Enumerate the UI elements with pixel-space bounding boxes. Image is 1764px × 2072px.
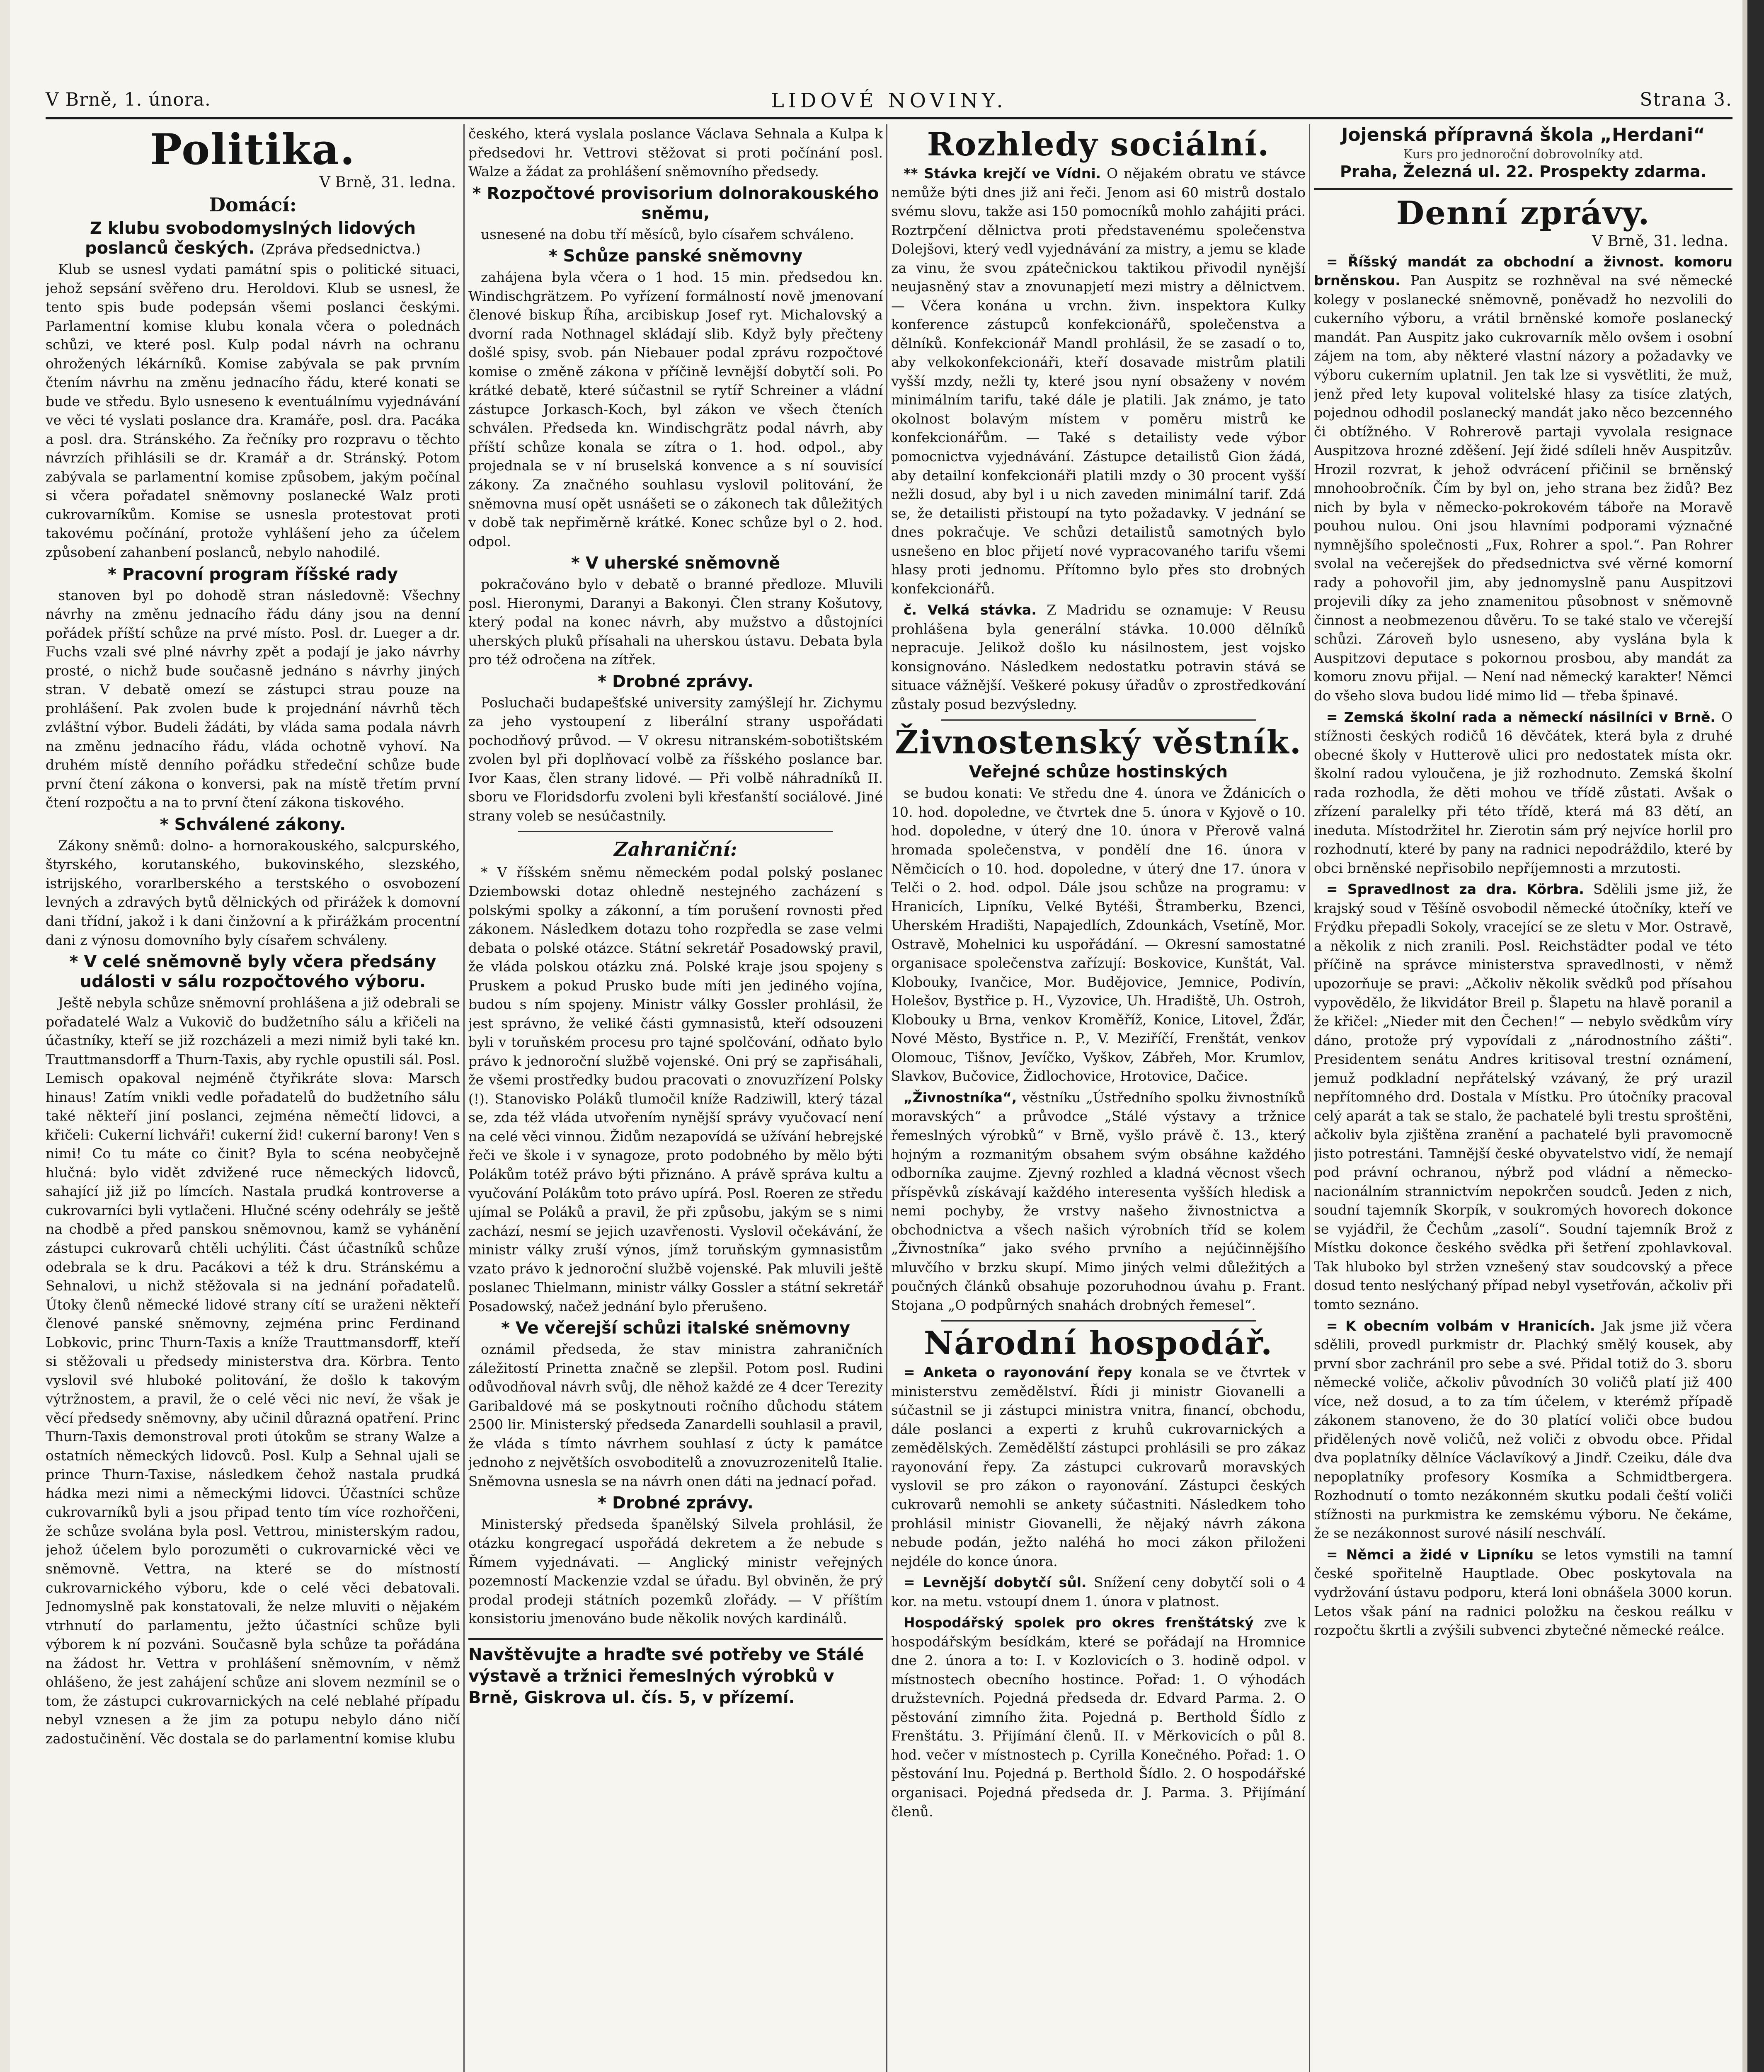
article-heading-note: (Zpráva předsednictva.): [260, 241, 421, 257]
article-heading-inline: = K obecním volbám v Hranicích.: [1326, 1317, 1595, 1334]
article-body: [46, 836, 460, 949]
article-body: [468, 225, 883, 244]
paragraph: [891, 1088, 1306, 1314]
paragraph: se budou konati: Ve středu dne 4. února ve Ždánicích o 10. hod. dopoledne, ve čtvrtek dne 5. února v Kyjově o 10. hod. dopoledne, v úterý dne 10. února v Přerově valná hromada společenstva, v pondělí dne 16. února v Němčicích o 10. hod. dopoledne, v úterý dne 17. února v Telči o 2. hod. odpol. Dále jsou schůze na programu: v Hranicích, Lipníku, Velké Bytéši, Štramberku, Bzenci, Uherském Hradišti, Napajedlích, Zdounkách, Vsetíně, Mor. Ostravě, Mohelnici ku uspořádání. — Okresní samostatné organisace společenstva zařízují: Boskovice, Kunštát, Val. Klobouky, Ivančice, Mor. Budějovice, Jemnice, Podivín, Holešov, Bystřice p. H., Vyzovice, Uh. Hradiště, Uh. Ostroh, Klobouky u Brna, venkov Kroměříž, Konice, Litovel, Žďár, Nové Město, Bystřice n. P., V. Meziříčí, Frenštát, venkov Olomouc, Tišnov, Jevíčko, Vyškov, Zábřeh, Mor. Krumlov, Slavkov, Bučovice, Židlochovice, Hrotovice, Dačice.: [891, 785, 1306, 1084]
paragraph-text: O nějakém obratu ve stávce nemůže býti dnes již ani řeči. Jenom asi 60 mistrů dostalo svému slovu, takže asi 150 pomocníků mohlo zahájiti práci. Roztrpčení dělnictva proti představenému společenstva Dolejšovi, který vedl vyjednávání za mistry, a jemu se klade za vinu, že svou zpátečnickou taktikou přivodil nynější neujasněný stav a znovunapjetí mezi mistry a dělnictvem. — Včera konána u vrchn. živn. inspektora Kulky konference zástupců konfekcionářů, společenstva a dělníků. Konfekcionář Mandl prohlásil, že se zasadí o to, aby velkokonfekcionáři, kteří dosavade mistrům platili vyšší mzdy, nežli ty, které jsou nyní obsaženy v novém minimálním tarifu, také dále je platili. Jak známo, je tato okolnost bolavým místem v poměru mistrů ke konfekcionářům. — Také s detailisty vede výbor pomocnictva vyjednávání. Zástupce detailistů Gion žádá, aby detailní konfekcionáři platili mzdy o 30 procent vyšší nežli dosud, aby byl i u nich zaveden minimální tarif. Zdá se, že detailisti přistoupí na tyto požadavky. V jednání se dnes pokračuje. Ve schůzi detailistů samotných bylo usnešeno en bloc přijetí nové vypracovaného tarifu všemi hlasy proti jednomu. Přítomno bylo přes sto drobných konfekcionářů.: [891, 165, 1306, 597]
paragraph-text: zve k hospodářským besídkám, které se pořádají na Hromnice dne 2. února a to: I. v Kozlovicích o 3. hodině odpol. v místnostech obecního hostince. Pořad: 1. O výhodách družstevních. Pojedná předseda dr. Edvard Parma. 2. O pěstování zimního žita. Pojedná p. Berthold Šídlo z Frenštátu. 3. Přijímání členů. II. v Měrkovicích o půl 8. hod. večer v místnostech p. Cyrilla Konečného. Pořad: 1. O pěstování lnu. Pojedná p. Berthold Šídlo. 2. O hospodářské organisaci. Pojedná předseda dr. J. Parma. 3. Přijímání členů.: [891, 1615, 1306, 1820]
article-body: [1314, 252, 1732, 1640]
paragraph: [1314, 252, 1732, 705]
section-title-rozhledy: Rozhledy sociální.: [927, 126, 1270, 163]
top-advertisement-subtitle: Kurs pro jednoroční dobrovolníky atd.: [1403, 147, 1643, 162]
article-body: [468, 268, 883, 551]
paragraph: [891, 1363, 1306, 1571]
paragraph: [1314, 708, 1732, 878]
paragraph: [1314, 1317, 1732, 1543]
divider: [941, 1320, 1256, 1322]
paragraph: [1314, 880, 1732, 1314]
article-heading-text: Z klubu svobodomyslných lidových poslanců českých.: [85, 219, 416, 258]
subhead-zahranicni: Zahraniční:: [614, 838, 737, 861]
article-body: [468, 1515, 883, 1628]
article-heading: [46, 218, 460, 258]
article-body: [468, 693, 883, 825]
paragraph-text: Z Madridu se oznamuje: V Reusu prohlášena byla generální stávka. 10.000 dělníků nepracuje. Jelikož došlo ku násilnostem, jest vojsko konsignováno. Následkem nedostatku potravin stává se situace vážnější. Veškeré pokusy úřadův o zprostředkování zůstaly posud bezvýsledny.: [891, 602, 1306, 712]
masthead-page-number: Strana 3.: [1640, 89, 1732, 110]
paragraph: [891, 1613, 1306, 1821]
paragraph: [891, 1573, 1306, 1611]
divider: [941, 719, 1256, 721]
article-heading-inline: „Živnostníka“,: [904, 1089, 1017, 1106]
dateline: V Brně, 31. ledna.: [319, 174, 456, 191]
paragraph-text: Snížení ceny dobytčí soli o 4 kor. na metu. vstoupí dnem 1. února v platnost.: [891, 1574, 1306, 1610]
article-heading: * V celé sněmovně byly včera předsány události v sálu rozpočtového výboru.: [69, 952, 436, 992]
paragraph: oznámil předseda, že stav ministra zahraničních záležitostí Prinetta značně se zlepšil. Potom posl. Rudini odůvodňoval návrh svůj, dle něhož každé ze 4 dcer Terezity Garibaldové má se poskytnouti ročního důchodu státem 2500 lir. Ministerský předseda Zanardelli souhlasil a pravil, že vláda s tímto návrhem souhlasí z úcty k památce jednoho z největších osvoboditelů a znovuzrozenitelů Italie. Sněmovna usnesla se na návrh onen dáti na jednací pořad.: [468, 1341, 883, 1489]
paragraph: [891, 164, 1306, 598]
article-body: [468, 863, 883, 1316]
paragraph-text: konala se ve čtvrtek v ministerstvu zemědělství. Řídi ji ministr Giovanelli a súčastnil se ji zástupci ministra vnitra, financí, obchodu, dále poslanci a experti z kruhů cukrovarnických a zemědělských. Zemědělští zástupci prohlásili se pro zákaz rayonování řepy. Za zástupci cukrovarů moravských vyslovil se pro zákon o rayonování. Zástupci českých cukrovarů nemohli se ankety súčastniti. Následkem toho prohlásil ministr Giovanelli, že nějaký návrh zákona nebude podán, ježto naléhá ho moci zákon přiloženi nejdéle do konce února.: [891, 1364, 1306, 1569]
top-advertisement-title: Jojenská přípravná škola „Herdani“: [1341, 124, 1705, 145]
article-heading-inline: ** Stávka krejčí ve Vídni.: [904, 165, 1101, 182]
paragraph-text: Sdělili jsme již, že krajský soud v Těšíně osvobodil německé útočníky, kteří ve Frýdku přepadli Sokoly, vracející se ze sletu v Mor. Ostravě, a několik z nich zranili. Posl. Reichstädter podal ve této příčině na správce ministerstva spravedlnosti, v němž upozorňuje se pravi: „Ačkoliv několik svědků pod přísahou vypovědělo, že likvidátor Breil p. Šlapetu na hlavě poranil a že křičel: „Nieder mit den Čechen!“ — nebylo svědkům víry dáno, protože prý vypovídali z „národnostního zášti“. Presidentem senátu Andres kritisoval trestní oznámení, jemuž podkladní nepřátelský vzávaný, že prý urazil nepřítomného drd. Dostala v Místku. Pro útočníky pracoval celý aparát a tak se stalo, že pachatelé byli trestu sproštěni, ačkoliv byla zjištěna zranění a pachatelé byli pravomocně jisto potrestáni. Tamnější české obyvatelstvo vidí, že nemají pod právní ochranou, nýbrž pod vládní a německo-nacionálním strannictvím nepokrčen soudců. Jeden z nich, soudní tajemník Skorpík, v soukromých hovorech dokonce se vyjádřil, že Čechům „zasolí“. Soudní tajemník Brož z Místku dokonce českého svědka při šetření zpohlavkoval. Tak hluboko byl stržen vznešený stav soudcovský a přece dosud tento neslýchaný případ nebyl vysetřován, ačkoliv při tomto seznáno.: [1314, 881, 1732, 1313]
article-heading: * Schůze panské sněmovny: [548, 247, 803, 266]
paragraph-text: se letos vymstili na tamní české spořitelně Hauptlade. Obec poskytovala na vydržování ústavu podporu, která loni obnášela 3000 korun. Letos však pání na radnici položku na českou reálku v rozpočtu škrtli a zvýšili subvenci zbytečné německé reálce.: [1314, 1546, 1732, 1639]
article-body: [891, 1363, 1306, 1821]
masthead-title: LIDOVÉ NOVINY.: [771, 89, 1007, 112]
article-heading: * Drobné zprávy.: [598, 1493, 754, 1513]
column-rule: [463, 124, 465, 2072]
paragraph: [1314, 1545, 1732, 1640]
divider: [1314, 188, 1732, 190]
article-heading: * Ve včerejší schůzi italské sněmovny: [501, 1319, 850, 1338]
paragraph: pokračováno bylo v debatě o branné předloze. Mluvili posl. Hieronymi, Daranyi a Bakonyi. Člen strany Košutovy, který podal na konec návrh, aby mužstvo a důstojníci uherských pluků přísahali na uherskou ústavu. Debata byla pro též odročena na zítřek.: [468, 576, 883, 668]
advertisement: Navštěvujte a hraďte své potřeby ve Stálé výstavě a tržnici řemeslných výrobků v Brně, Giskrova ul. čís. 5, v přízemí.: [468, 1638, 883, 1709]
paragraph-text: Jak jsme již včera sdělili, provedl purkmistr dr. Plachký smělý kousek, aby první sbor zachránil pro sebe a své. Přidal totiž do 3. sboru německé voliče, ačkoliv původních 30 voličů platí již 400 více, než dosud, a to za tím účelem, v kterémž případě zákonem stanoveno, že do 30 platící voliči obce budou přidělených nově voličů, než voliči z obvodu obce. Přidal dva poplatníky dělníce Václavíkový a Jindř. Czeiku, dále dva nepoplatníky profesory Kosmíka a Schmidtbergera. Rozhodnutí o tomto nezákonném skutku podali čeští voliči stížnosti na purkmistra ke zemskému výboru. Ne čekáme, že se nezákonnost surové násilí neschválí.: [1314, 1317, 1732, 1542]
section-title-zivnostensky: Živnostenský věstník.: [895, 724, 1302, 762]
article-heading: * V uherské sněmovně: [571, 554, 780, 573]
article-heading: * Drobné zprávy.: [598, 672, 754, 691]
article-heading-inline: = Levnější dobytčí sůl.: [904, 1574, 1087, 1591]
paragraph: Ještě nebyla schůze sněmovní prohlášena a již odebrali se pořadatelé Walz a Vukovič do budžetního sálu a křičeli na účastníky, kteří se již rozcházeli a mezi nimiž byli také kn. Trauttmansdorff a Thurn-Taxis, aby rychle opustili sál. Posl. Lemisch opakoval nejméně čtyřikráte slova: Marsch hinaus! Zatím vnikli vedle pořadatelů do budžetního sálu také někteří jiní poslanci, zejména němečtí lidovci, a křičeli: Cukerní lichváři! cukerní žid! cukerní barony! Ven s nimi! Co tu máte co činit? Byla to scéna neobyčejně hlučná: bylo vidět zdvižené ruce německých lidovců, sahající již již po límcích. Nastala prudká kontroverse a cukrovarníci byli vytlačeni. Hlučné scény odehrály se ještě na chodbě a před panskou sněmovnou, kamž se vyhánění zástupci cukrovarů chtěli uchýliti. Část účastníků schůze odebrala se k dru. Pacákovi a též k dru. Stránskému a Sehnalovi, u nichž stěžovala si na jednání pořadatelů. Útoky členů německé lidové strany cítí se uraženi někteří členové panské sněmovny, zejména princ Ferdinand Lobkovic, princ Thurn-Taxis a kníže Trauttmansdorff, kteří si stěžovali u předsedy ministerstva dra. Körbra. Tento vyslovil své hluboké politování, že došlo k takovým výtržnostem, a pravil, že o celé věci nic neví, že však je věcí předsedy sněmovny, aby učinil důrazná opatření. Princ Thurn-Taxis demonstroval proti útokům se strany Walze a ostatních německých lidovců. Posl. Kulp a Sehnal ujali se prince Thurn-Taxise, následkem čehož nastala prudká hádka mezi nimi a německými lidovci. Účastníci schůze cukrovarníků byli a jsou připad tento tím více rozhořčeni, že schůze svolána byla posl. Vettrou, ministerským radou, jehož účelem bylo porozuměti o cukrovarnické věci ve sněmovně. Vettra, na které se do místností cukrovarnického výboru, kde o celé věci debatovali. Jednomyslně pak konstatovali, že nelze mluviti o nějakém vtrhnutí do parlamentu, ježto účastníci schůze byli výborem k ní pozváni. Současně byla schůze ta pořádána na žádost hr. Vettra v prohlášení sněmovním, v němž ohlášeno, že jest zahájení schůze ani slovem nezmínil se o tom, že zástupci cukrovarnických na celé neblahé případu nebyl vznesen a že jim za potupu nebylo dáno ničí zadostučinění. Věc dostala se do parlamentní komise klubu: [46, 995, 460, 1747]
paragraph: českého, která vyslala poslance Václava Sehnala a Kulpa k předsedovi hr. Vettrovi stěžovat si proti počínání posl. Walze a žádat za prohlášení sněmovního předsedy.: [468, 126, 883, 180]
paragraph: Posluchači budapešťské university zamýšlejí hr. Zichymu za jeho vystoupení z liberální strany uspořádati pochodňový průvod. — V okresu nitranském-sobotištském zvolen byl při doplňovací volbě za říšského poslance bar. Ivor Kaas, člen strany lidové. — Při volbě náhradníků II. sboru ve Floridsdorfu zvoleni byli křesťanští sociálové. Jiné strany voleb se nesúčastnily.: [468, 694, 883, 824]
section-title-denni-zpravy: Denní zprávy.: [1396, 194, 1650, 232]
article-heading: * Rozpočtové provisorium dolnorakouského sněmu,: [472, 184, 879, 223]
column-2: [468, 124, 883, 2072]
section-title-narodni-hospodar: Národní hospodář.: [923, 1324, 1273, 1363]
column-rule: [1309, 124, 1310, 2072]
paragraph: zahájena byla včera o 1 hod. 15 min. předsedou kn. Windischgrätzem. Po vyřízení formálností nově jmenovaní členové biskup Říha, arcibiskup Josef ryt. Michalovský a dvorní rada Nothnagel skládají slib. Když byly přečteny došlé spisy, svob. pán Niebauer podal zprávu rozpočtové komise o změně zákona v příčině levnější dobytčí soli. Po krátké debatě, které súčastnil se rytíř Schreiner a vládní zástupce Jorkasch-Koch, byl zákon ve všech čteních schválen. Předseda kn. Windischgrätz podal návrh, aby příští schůze konala se zítra o 1. hod. odpol., aby projednala se v ní bruselská konvence a s ní souvisící zákony. Za značného souhlasu vyslovil politování, že sněmovna musí opět usnášeti se o zákonech tak důležitých v době tak nepřiměrně krátké. Konec schůze byl o 2. hod. odpol.: [468, 269, 883, 549]
column-3: [891, 124, 1306, 2072]
paragraph-text: věstníku „Ústředního spolku živnostníků moravských“ a průvodce „Stálé výstavy a tržnice řemeslných výrobků“ v Brně, vyšlo právě č. 13., který hojným a rozmanitým obsahem svým obsáhne každého odborníka zaujme. Zjevný rozhled a kladná věcnost všech příspěvků získávají každého interesenta vyšších hledisk a nemi pochyby, že vrstvy našeho živnostnictva a obchodnictva a všech našich výrobních tříd se kolem „Živnostníka“ jako svého prvního a nejúčinnějšího mluvčího v brzku skupí. Mimo jiných velmi důležitých a poučných článků obsahuje pozoruhodnou úvahu p. Frant. Stojana „O podpůrných snahách drobných řemesel“.: [891, 1089, 1306, 1313]
paragraph: Klub se usnesl vydati památní spis o politické situaci, jehož sepsání svěřeno dru. Heroldovi. Klub se usnesl, že tento spis bude podepsán všemi poslanci českými. Parlamentní komise klubu konala včera o polednách schůzi, ve které posl. Kulp podal návrh na ochranu ohrožených lékárníků. Komise zabývala se pak prvním čtením návrhu na změnu jednacího řádu, které konati se bude ve středu. Bylo usneseno k eventuálnímu vyjednávání ve věci té vyslati poslance dra. Kramáře, posl. dra. Pacáka a posl. dra. Stránského. Za řečníky pro rozpravu o těchto návrzích přihlásili se dr. Kramář a dr. Stránský. Potom zabývala se parlamentní komise způsobem, jakým počínal si včera pořadatel sněmovny poslanecké Walz proti cukrovarníkům. Komise se usnesla protestovat proti takovému počínání, protože vyhlášení jeho za účelem způsobení zahanbení poslanců, nebylo nahodilé.: [46, 261, 460, 560]
column-rule: [886, 124, 887, 2072]
article-body: [891, 784, 1306, 1086]
scan-edge-left: [0, 0, 10, 2072]
paragraph-text: O stížnosti českých rodičů 16 děvčátek, která byla z druhé obecné školy v Hutterově ulici pro nedostatek místa okr. školní radou vyloučena, je již rozhodnuto. Zemská školní rada rozhodla, že děti mohou ve třídě zůstati. Avšak o zřízení paralelky při této třídě, která má 83 dětí, an ineduta. Místodržitel hr. Zierotin sám prý nejvíce horlil pro rozhodnutí, které by pany na radnici nepodráždilo, které by obci brněnské nepřisobilo nepříjemnosti a mrzutosti.: [1314, 709, 1732, 876]
article-body: [468, 1340, 883, 1491]
article-heading-inline: Hospodářský spolek pro okres frenštátský: [904, 1615, 1254, 1631]
article-heading-inline: = Zemská školní rada a německí násilníci v Brně.: [1326, 709, 1716, 725]
article-heading: * Schválené zákony.: [160, 815, 346, 834]
article-body: [468, 575, 883, 669]
paragraph: Zákony sněmů: dolno- a hornorakouského, salcpurského, štyrského, korutanského, bukovinského, slezského, istrijského, vorarlberského a terstského o osvobození levných a zdravých bytů dělnických od přirážek k domovní dani třídní, jakož i k dani činžovní a k přirážkám procentní dani z výnosu domovního byly císařem schváleny.: [46, 837, 460, 948]
article-heading-inline: = Anketa o rayonování řepy: [904, 1364, 1132, 1381]
subhead-domaci: Domácí:: [209, 194, 297, 216]
article-body: [891, 164, 1306, 714]
article-body: [46, 993, 460, 1748]
dateline: V Brně, 31. ledna.: [1592, 232, 1728, 250]
article-heading: * Pracovní program říšské rady: [107, 564, 398, 584]
article-heading-inline: = Němci a židé v Lipníku: [1326, 1546, 1534, 1563]
paragraph-text: Pan Auspitz se rozhněval na své německé kolegy v poslanecké sněmovně, poněvadž ho nezvolili do cukerního výboru, a vrátil brněnské komoře poslanecký mandát. Pan Auspitz jako cukrovarník mělo ovšem i osobní zájem na tom, aby některé vlastní názory a požadavky ve výboru cukerním uplatnil. Jen tak lze si vysvětliti, že muž, jenž před lety kupoval volitelské hlasy za tisíce zlatých, pojednou odhodil poslanecký mandát jako něco bezcenného či obtížného. V Rohrerově partaji vyvolala resignace Auspitzova hrozné zděšení. Její židé sdíleli hněv Auspitzův. Hrozil rozvrat, k jehož odvrácení přičinil se brněnský mnohoobročník. Čím by byl on, jeho strana bez židů? Bez nich by byla v německo-pokrokovém táboře na Moravě pouhou nulou. Oni jsou hlavními podporami význačné nymnějšího společnosti „Fux, Rohrer a spol.“. Pan Rohrer svolal na večerejšek do předsednictva své věrné komorní rady a pohovořil jim, aby jednomyslně panu Auspitzovi projevili díky za jeho znamenitou působnost v sněmovně činnost a neobmezenou důvěru. To se také stalo ve včerejší schůzi. Zároveň bylo usneseno, aby vyslána byla k Auspitzovi deputace s pokornou prosbou, aby mandát za komoru znovu přijal. — Není nad německý karakter! Němci do všeho slova budou lidé mimo lid — třeba špinavé.: [1314, 272, 1732, 704]
paragraph: [891, 600, 1306, 714]
paragraph: * V říšském sněmu německém podal polský poslanec Dziembowski dotaz ohledně nestejného zacházení s polskými spolky a zákonní, a tím porušení rovnosti před zákonem. Následkem dotazu toho rozpředla se zase velmi debata o polské otázce. Státní sekretář Posadowský pravil, že vláda polskou otázku zná. Polské kraje jsou spojeny s Pruskem a pokud Prusko bude míti jen jediného vojína, budou s ním spojeny. Ministr války Gossler prohlásil, že jest správno, že veliké části gymnasistů, kteří odsouzeni byli v toruňském procesu pro tajné spolčování, odňato bylo právo k jednoroční službě vojenské. Oni prý se zapřisáhali, že všemi prostředky budou pracovati o znovuzřízení Polsky (!). Stanovisko Poláků tlumočil kníže Radziwill, který tázal se, zda též vláda utvořením nynější správy vyučovací není na celé věci vinnou. Židům nezapovídá se užívání hebrejské řeči ve škole i v synagoze, proto podobného by mělo býti Polákům totéž právo býti přiznáno. A právě správa kultu a vyučování Polákům toto právo upírá. Posl. Roeren ze středu ujímal se Poláků a pravil, že při způsobu, jakým se s nimi zachází, nesmí se jejich uzavřenosti. Vyslovil očekávání, že ministr války zruší výnos, jímž toruňským gymnasistům vzato právo k jednoroční službě vojenské. Pak mluvili ještě poslanec Thielmann, ministr války Gossler a státní sekretář Posadowský, načež jednání bylo přerušeno.: [468, 864, 883, 1314]
masthead-date: V Brně, 1. února.: [46, 89, 211, 110]
article-body: [891, 1088, 1306, 1314]
scan-edge-right: [1747, 0, 1764, 2072]
paragraph: usnesené na dobu tří měsíců, bylo císařem schváleno.: [481, 226, 854, 242]
article-heading: Veřejné schůze hostinských: [969, 762, 1228, 782]
scan-edge-right-shadow: [1742, 0, 1747, 2072]
paragraph: stanoven byl po dohodě stran následovně: Všechny návrhy na změnu jednacího řádu dány jsou na denní pořádek příští schůze na prvé místo. Posl. dr. Lueger a dr. Fuchs vzali své plné návrhy zpět a podají je jako návrhy prosté, o nichž bude současně jednáno s návrhy jiných stran. V debatě omezí se zástupci strau pouze na prohlášení. Pak zvolen bude k projednání návrhů těch zvláštní výbor. Budeli žádáti, by vláda sama podala návrh na změnu jednacího řádu, vláda ochotně vyhoví. Na druhém místě denního pořádku středeční schůze bude první čtení zákona o konversi, pak na místě třetím první čtení rozpočtu a na to první čtení zákona tiskového.: [46, 587, 460, 811]
article-body: [468, 124, 883, 181]
masthead-rule: [46, 117, 1732, 119]
article-heading-inline: = Spravedlnost za dra. Körbra.: [1326, 881, 1584, 898]
article-heading-inline: = Říšský mandát za obchodní a živnost. komoru brněnskou.: [1314, 253, 1732, 289]
divider: [518, 831, 833, 832]
column-1: [46, 124, 460, 2072]
article-body: [46, 586, 460, 812]
section-title-politika: Politika.: [150, 125, 356, 174]
article-heading-inline: č. Velká stávka.: [904, 602, 1037, 618]
column-4: [1314, 124, 1732, 2072]
top-advertisement-address: Praha, Železná ul. 22. Prospekty zdarma.: [1340, 162, 1707, 181]
article-body: [46, 260, 460, 562]
paragraph: Ministerský předseda španělský Silvela prohlásil, že otázku kongregací uspořádá dekretem a že nebude s Římem vyjednávati. — Anglický ministr veřejných pozemností Mackenzie vzdal se úřadu. Byl obviněn, že prý prodal prodeji státních pozemků zlořády. — V příštím konsistoriu jmenováno bude několik nových kardinálů.: [468, 1516, 883, 1627]
